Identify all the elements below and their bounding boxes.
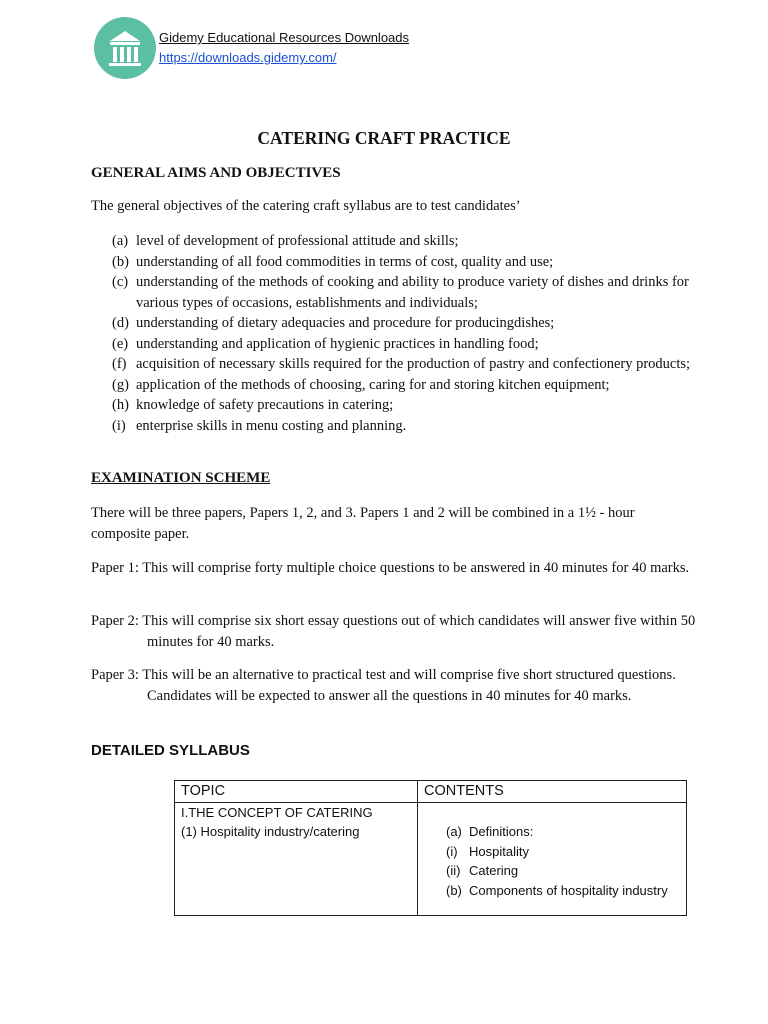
paper2-paragraph: Paper 2: This will comprise six short essay questions out of which candidates will answer five within 50 minutes for 40 marks.: [91, 613, 696, 650]
table-header-row: [175, 781, 687, 803]
objective-item: [91, 354, 696, 375]
aims-heading: GENERAL AIMS AND OBJECTIVES: [91, 165, 341, 181]
objective-item: [91, 313, 696, 334]
objective-label: (c): [112, 274, 129, 290]
objective-text: understanding of the methods of cooking and ability to produce variety of dishes and drinks for various types of occasions, establishments and individuals;: [136, 274, 689, 311]
contents-item: [418, 842, 686, 862]
objective-text: application of the methods of choosing, caring for and storing kitchen equipment;: [136, 376, 610, 393]
objective-text: knowledge of safety precautions in catering;: [136, 397, 394, 413]
objectives-list: [91, 231, 696, 436]
contents-label: (b): [446, 882, 462, 898]
contents-item: [418, 822, 686, 842]
contents-label: (ii): [446, 863, 461, 878]
table-row: [175, 803, 687, 916]
objective-item: [91, 272, 696, 313]
contents-text: Hospitality: [469, 843, 529, 859]
exam-intro-paragraph: There will be three papers, Papers 1, 2, and 3. Papers 1 and 2 will be combined in a 1½ - hour composite paper.: [91, 505, 635, 542]
contents-text: Components of hospitality industry: [469, 882, 668, 898]
objective-label: (f): [112, 356, 127, 372]
intro-paragraph: The general objectives of the catering craft syllabus are to test candidates’: [91, 198, 521, 214]
objective-item: [91, 416, 696, 437]
syllabus-table: [174, 780, 687, 916]
contents-item: [418, 881, 686, 901]
contents-cell: [418, 803, 687, 916]
objective-text: understanding of dietary adequacies and procedure for producingdishes;: [136, 315, 555, 331]
contents-header: CONTENTS: [418, 781, 687, 803]
document-title: CATERING CRAFT PRACTICE: [257, 128, 511, 148]
objective-label: (g): [112, 376, 129, 393]
objective-text: understanding of all food commodities in terms of cost, quality and use;: [136, 253, 554, 270]
objective-item: [91, 375, 696, 396]
exam-heading: EXAMINATION SCHEME: [91, 470, 271, 486]
objective-item: [91, 395, 696, 416]
brand-name[interactable]: Gidemy Educational Resources Downloads: [159, 30, 410, 45]
objective-label: (d): [112, 315, 129, 331]
contents-item: [418, 861, 686, 881]
topic-line-1: I.THE CONCEPT OF CATERING: [181, 805, 373, 820]
contents-text: Definitions:: [469, 824, 534, 839]
objective-text: acquisition of necessary skills required for the production of pastry and confectionery products;: [136, 356, 691, 372]
contents-label: (a): [446, 824, 462, 839]
contents-list: [418, 822, 686, 900]
objective-label: (e): [112, 335, 129, 352]
objective-label: (h): [112, 397, 129, 413]
logo: [94, 17, 156, 79]
objective-text: enterprise skills in menu costing and planning.: [136, 417, 407, 434]
contents-text: Catering: [469, 863, 519, 878]
bank-building-icon: [94, 17, 156, 79]
paper3-paragraph: Paper 3: This will be an alternative to practical test and will comprise five short structured questions. Candidates will be expected to answer all the questions in 40 minutes for 40 marks.: [91, 667, 676, 704]
topic-line-2: (1) Hospitality industry/catering: [181, 824, 360, 839]
objective-text: level of development of professional attitude and skills;: [136, 233, 459, 249]
objective-item: [91, 252, 696, 273]
syllabus-heading: DETAILED SYLLABUS: [91, 742, 250, 759]
topic-header: TOPIC: [175, 781, 418, 803]
topic-cell: [175, 803, 418, 916]
contents-label: (i): [446, 843, 458, 859]
paper1-paragraph: Paper 1: This will comprise forty multiple choice questions to be answered in 40 minutes for 40 marks.: [91, 560, 690, 576]
objective-item: [91, 231, 696, 252]
brand-url-link[interactable]: https://downloads.gidemy.com/: [159, 50, 337, 65]
objective-label: (b): [112, 253, 129, 270]
objective-label: (i): [112, 417, 126, 434]
objective-label: (a): [112, 233, 129, 249]
objective-item: [91, 334, 696, 355]
objective-text: understanding and application of hygienic practices in handling food;: [136, 335, 539, 352]
